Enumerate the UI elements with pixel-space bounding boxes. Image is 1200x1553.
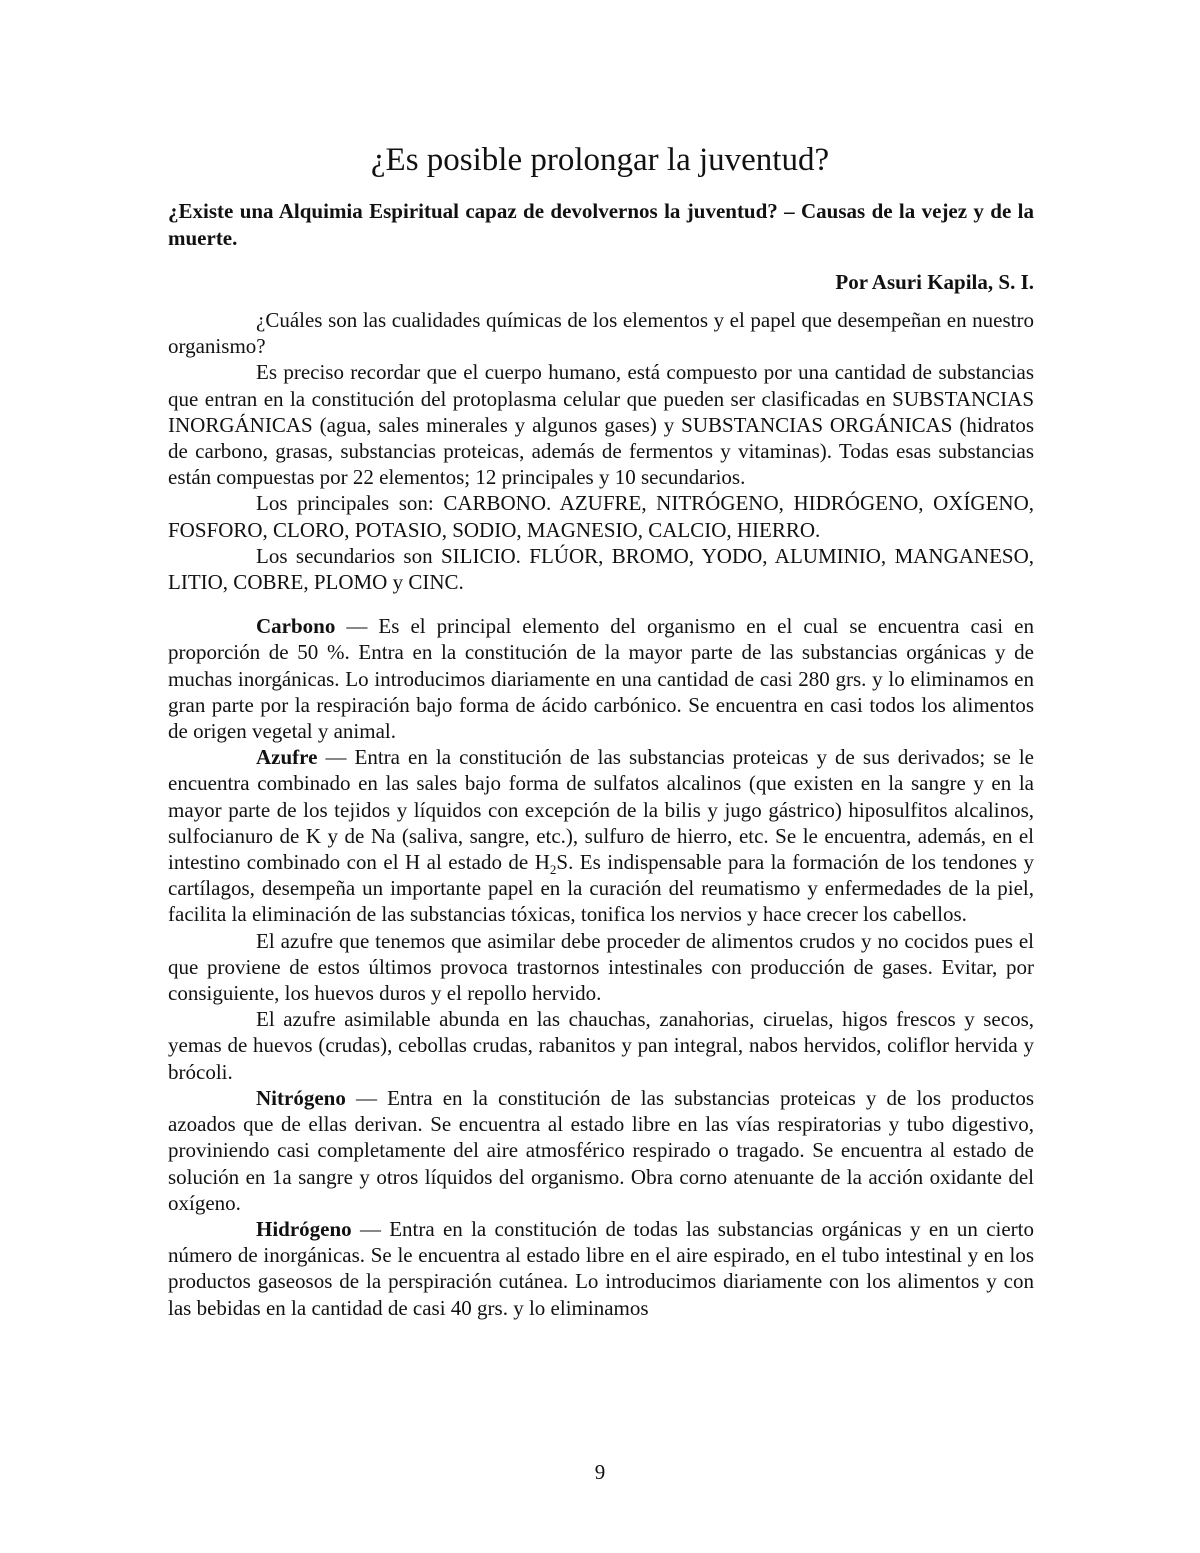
paragraph: El azufre asimilable abunda en las chauchas, zanahorias, ciruelas, higos frescos y secos, yemas de huevos (crudas), cebollas crudas, rabanitos y pan integral, nabos hervidos, coliflor hervida y brócoli. xyxy=(168,1007,1034,1084)
body-text xyxy=(168,307,1034,1321)
paragraph-azufre xyxy=(168,744,1034,927)
paragraph: Los secundarios son SILICIO. FLÚOR, BROMO, YODO, ALUMINIO, MANGANESO, LITIO, COBRE, PLOMO y CINC. xyxy=(168,543,1034,595)
paragraph: ¿Cuáles son las cualidades químicas de los elementos y el papel que desempeñan en nuestro organismo? xyxy=(168,308,1034,359)
subtitle: ¿Existe una Alquimia Espiritual capaz de devolvernos la juventud? – Causas de la vejez y de la muerte. xyxy=(168,199,1034,250)
paragraph-text: S. Es indispensable para la formación de los tendones y cartílagos, desempeña un importante papel en la curación del reumatismo y enfermedades de la piel, facilita la eliminación de las substancias tóxicas, tonifica los nervios y hace crecer los cabellos. xyxy=(168,850,1034,927)
term-azufre: Azufre xyxy=(256,745,318,770)
paragraph: El azufre que tenemos que asimilar debe proceder de alimentos crudos y no cocidos pues el que proviene de estos últimos provoca trastornos intestinales con producción de gases. Evitar, por consiguiente, los huevos duros y el repollo hervido. xyxy=(168,928,1034,1006)
page-number: 9 xyxy=(594,1460,606,1484)
byline: Por Asuri Kapila, S. I. xyxy=(835,270,1034,294)
subscript: 2 xyxy=(549,862,557,878)
paragraph-carbono xyxy=(168,613,1034,744)
term-hidrogeno: Hidrógeno xyxy=(256,1216,352,1241)
paragraph: Es preciso recordar que el cuerpo humano, está compuesto por una cantidad de substancias que entran en la constitución del protoplasma celular que pueden ser clasificadas en SUBSTANCIAS INORGÁNICAS (agua, sales minerales y algunos gases) y SUBSTANCIAS ORGÁNICAS (hidratos de carbono, grasas, substancias proteicas, además de fermentos y vitaminas). Todas esas substancias están compuestas por 22 elementos; 12 principales y 10 secundarios. xyxy=(168,360,1034,490)
paragraph-text: — Entra en la constitución de las substancias proteicas y de sus derivados; se le encuentra combinado en las sales bajo forma de sulfatos alcalinos (que existen en la sangre y en la mayor parte de los tejidos y líquidos con excepción de la bilis y jugo gástrico) hiposulfitos alcalinos, sulfocianuro de K y de Na (saliva, sangre, etc.), sulfuro de hierro, etc. Se le encuentra, además, en el intestino combinado con el H al estado de H xyxy=(168,745,1034,875)
paragraph-text: — Entra en la constitución de las substancias proteicas y de los productos azoados que de ellas derivan. Se encuentra al estado libre en las vías respiratorias y tubo digestivo, proviniendo casi completamente del aire atmosférico respirado o tragado. Se encuentra al estado de solución en 1a sangre y otros líquidos del organismo. Obra corno atenuante de la acción oxidante del oxígeno. xyxy=(168,1085,1034,1215)
paragraph-text: — Es el principal elemento del organismo en el cual se encuentra casi en proporción de 50 %. Entra en la constitución de la mayor parte de las substancias orgánicas y de muchas inorgánicas. Lo introducimos diariamente en una cantidad de casi 280 grs. y lo eliminamos en gran parte por la respiración bajo forma de ácido carbónico. Se encuentra en casi todos los alimentos de origen vegetal y animal. xyxy=(168,614,1034,744)
paragraph-text: — Entra en la constitución de todas las substancias orgánicas y en un cierto número de inorgánicas. Se le encuentra al estado libre en el aire espirado, en el tubo intestinal y en los productos gaseosos de la perspiración cutánea. Lo introducimos diariamente con los alimentos y con las bebidas en la cantidad de casi 40 grs. y lo eliminamos xyxy=(168,1216,1034,1320)
paragraph: Los principales son: CARBONO. AZUFRE, NITRÓGENO, HIDRÓGENO, OXÍGENO, FOSFORO, CLORO, POTASIO, SODIO, MAGNESIO, CALCIO, HIERRO. xyxy=(168,491,1034,542)
term-carbono: Carbono xyxy=(256,614,336,639)
paragraph-hidrogeno xyxy=(168,1216,1034,1321)
page-title: ¿Es posible prolongar la juventud? xyxy=(370,142,830,178)
paragraph-nitrogeno xyxy=(168,1085,1034,1216)
term-nitrogeno: Nitrógeno xyxy=(256,1085,346,1110)
